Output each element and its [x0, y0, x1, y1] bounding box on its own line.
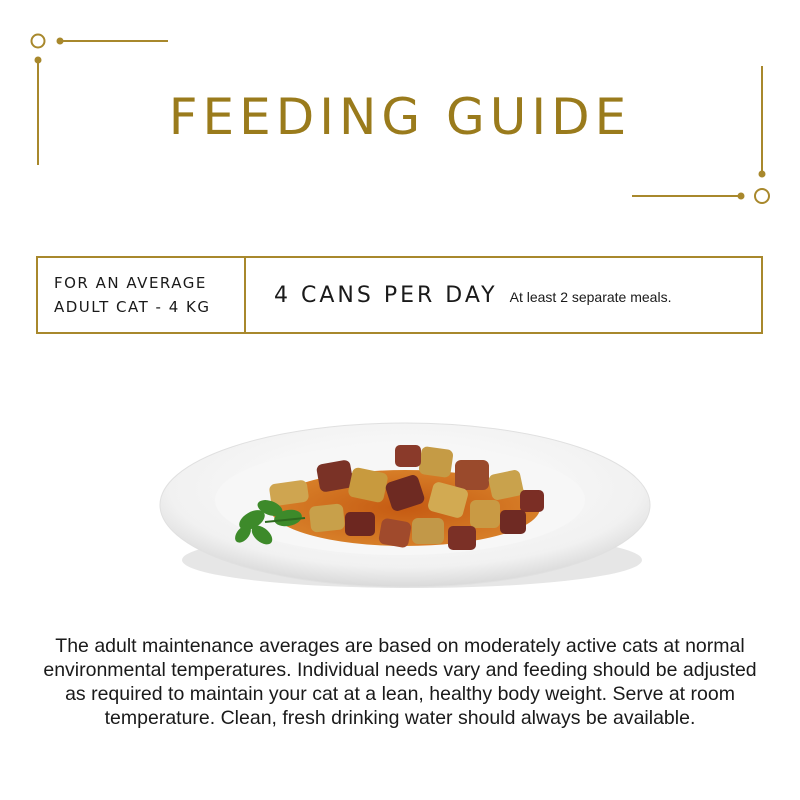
audience-line-1: FOR AN AVERAGE	[54, 274, 207, 292]
daily-amount: 4 CANS PER DAY	[274, 282, 498, 308]
guide-audience	[38, 258, 246, 332]
guide-amount-cell	[246, 258, 761, 332]
plate-illustration	[0, 400, 800, 620]
feeding-guide-box	[36, 256, 763, 334]
audience-line-2: ADULT CAT - 4 KG	[54, 298, 211, 316]
feeding-description: The adult maintenance averages are based on moderately active cats at normal environmental temperatures. Individual needs vary and feeding should be adjusted as required to maintain your cat at a lean, healthy body weight. Serve at room temperature. Clean, fresh drinking water should always be available.	[43, 635, 757, 729]
meal-note: At least 2 separate meals.	[509, 288, 672, 305]
page-title: FEEDING GUIDE	[168, 88, 632, 146]
cat-food-plate-image	[0, 400, 800, 620]
